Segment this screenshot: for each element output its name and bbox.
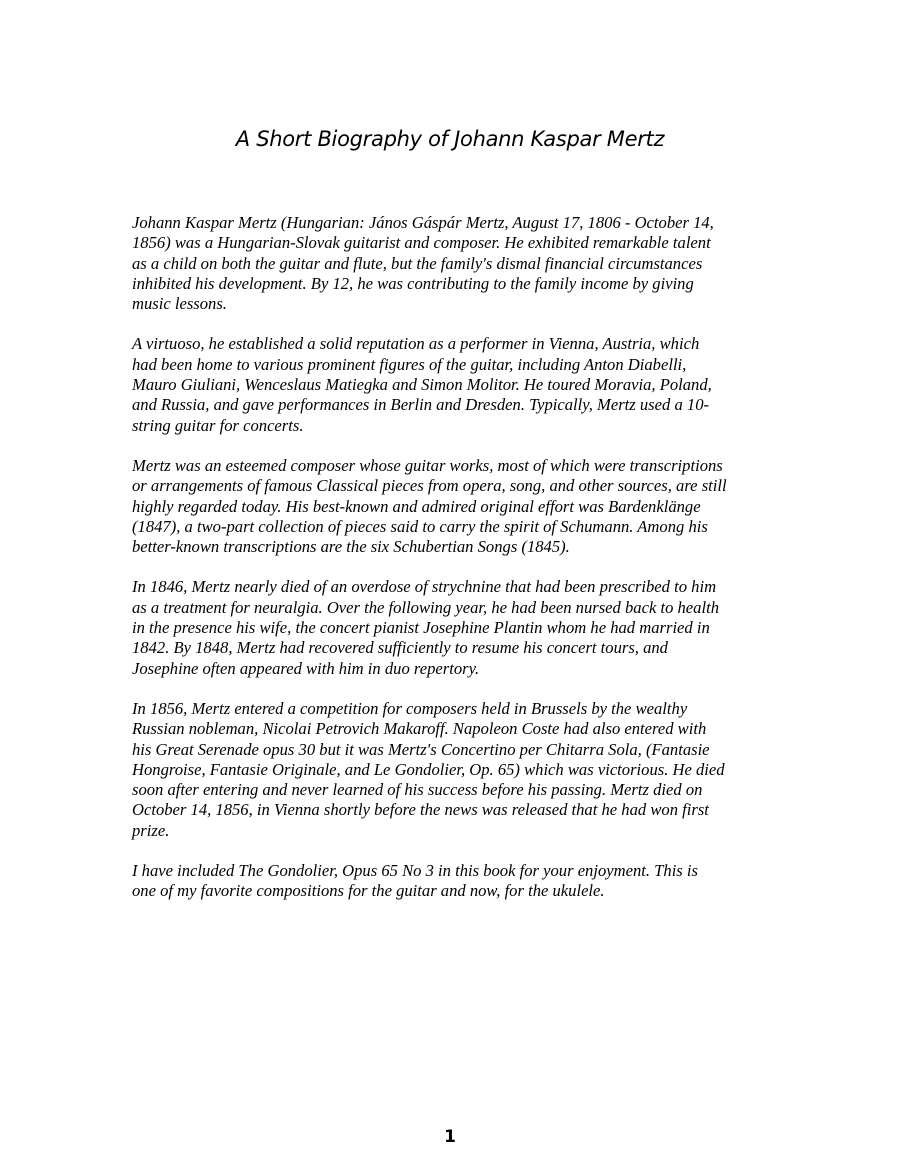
text-line: Hongroise, Fantasie Originale, and Le Gondolier, Op. 65) which was victorious. He died bbox=[132, 759, 725, 779]
text-line: string guitar for concerts. bbox=[132, 415, 304, 435]
text-line: 1842. By 1848, Mertz had recovered sufficiently to resume his concert tours, and bbox=[132, 638, 668, 658]
biography-body bbox=[132, 213, 782, 922]
paragraph-closing-note bbox=[132, 861, 782, 902]
text-line: Josephine often appeared with him in duo repertory. bbox=[132, 658, 480, 678]
text-line: I have included The Gondolier, Opus 65 No 3 in this book for your enjoyment. This is bbox=[132, 861, 698, 881]
text-line: as a treatment for neuralgia. Over the following year, he had been nursed back to health bbox=[132, 597, 719, 617]
text-line: highly regarded today. His best-known and admired original effort was Bardenklänge bbox=[132, 496, 701, 516]
paragraph-virtuoso bbox=[132, 334, 782, 435]
paragraph-illness bbox=[132, 577, 782, 678]
text-line: In 1846, Mertz nearly died of an overdose of strychnine that had been prescribed to him bbox=[132, 577, 717, 597]
text-line: music lessons. bbox=[132, 294, 227, 314]
text-line: and Russia, and gave performances in Berlin and Dresden. Typically, Mertz used a 10- bbox=[132, 395, 710, 415]
text-line: his Great Serenade opus 30 but it was Mertz's Concertino per Chitarra Sola, (Fantasie bbox=[132, 739, 710, 759]
text-line: inhibited his development. By 12, he was contributing to the family income by giving bbox=[132, 273, 694, 293]
text-line: A virtuoso, he established a solid reputation as a performer in Vienna, Austria, which bbox=[132, 334, 700, 354]
text-line: October 14, 1856, in Vienna shortly before the news was released that he had won first bbox=[132, 800, 709, 820]
text-line: in the presence his wife, the concert pianist Josephine Plantin whom he had married in bbox=[132, 618, 710, 638]
paragraph-competition bbox=[132, 699, 782, 841]
text-line: as a child on both the guitar and flute, but the family's dismal financial circumstances bbox=[132, 253, 703, 273]
text-line: 1856) was a Hungarian-Slovak guitarist and composer. He exhibited remarkable talent bbox=[132, 233, 711, 253]
paragraph-composer bbox=[132, 456, 782, 557]
text-line: had been home to various prominent figures of the guitar, including Anton Diabelli, bbox=[132, 354, 687, 374]
text-line: Mertz was an esteemed composer whose guitar works, most of which were transcriptions bbox=[132, 455, 723, 475]
page-title: A Short Biography of Johann Kaspar Mertz bbox=[235, 127, 665, 151]
text-line: Mauro Giuliani, Wenceslaus Matiegka and Simon Molitor. He toured Moravia, Poland, bbox=[132, 375, 712, 395]
paragraph-early-life bbox=[132, 213, 782, 314]
text-line: prize. bbox=[132, 820, 170, 840]
text-line: one of my favorite compositions for the guitar and now, for the ukulele. bbox=[132, 881, 605, 901]
text-line: (1847), a two-part collection of pieces said to carry the spirit of Schumann. Among his bbox=[132, 516, 708, 536]
text-line: Russian nobleman, Nicolai Petrovich Makaroff. Napoleon Coste had also entered with bbox=[132, 719, 707, 739]
text-line: soon after entering and never learned of his success before his passing. Mertz died on bbox=[132, 780, 703, 800]
text-line: better-known transcriptions are the six Schubertian Songs (1845). bbox=[132, 537, 570, 557]
text-line: In 1856, Mertz entered a competition for composers held in Brussels by the wealthy bbox=[132, 698, 688, 718]
text-line: or arrangements of famous Classical pieces from opera, song, and other sources, are still bbox=[132, 476, 727, 496]
text-line: Johann Kaspar Mertz (Hungarian: János Gáspár Mertz, August 17, 1806 - October 14, bbox=[132, 213, 714, 232]
page-number: 1 bbox=[444, 1127, 456, 1147]
